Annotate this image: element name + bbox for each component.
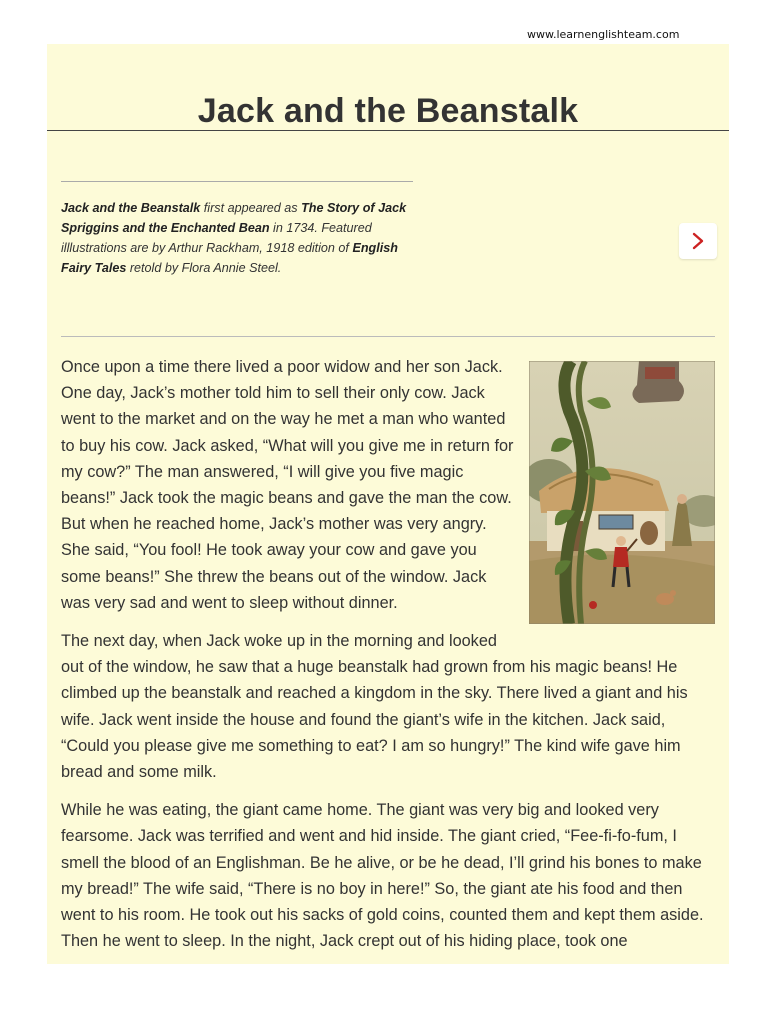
intro-original-title: The Story of Jack Spriggins and the Enchanted Bean [61, 201, 407, 235]
intro-divider-bottom [61, 336, 715, 337]
intro-divider-top [61, 181, 413, 182]
beanstalk-illustration [529, 361, 715, 624]
intro-source-title: Jack and the Beanstalk [61, 201, 201, 215]
story-paragraph-1: Once upon a time there lived a poor widow and her son Jack. One day, Jack’s mother told him to sell their only cow. Jack went to the market and on the way he met a man who wanted to buy his cow. Jack asked, “What will you give me in return for my cow?” The man answered, “I will give you five magic beans!” Jack took the magic beans and gave the man the cow. But when he reached home, Jack’s mother was very angry. She said, “You fool! He took away your cow and gave you some beans!” She threw the beans out of the window. Jack was very sad and went to sleep without dinner. [61, 358, 514, 612]
story-paragraph-3: While he was eating, the giant came home. The giant was very big and looked very fearsome. Jack was terrified and went and hid inside. The giant cried, “Fee-fi-fo-fum, I smell the blood of an Englishman. Be he alive, or be he dead, I’ll grind his bones to make my bread!” The wife said, “There is no boy in here!” So, the giant ate his food and then went to his room. He took out his sacks of gold coins, counted them and kept them aside. Then he went to sleep. In the night, Jack crept out of his hiding place, took one [61, 801, 704, 951]
intro-book-title: English Fairy Tales [61, 241, 398, 275]
intro-text-3: retold by Flora Annie Steel. [126, 261, 282, 275]
story-paragraph-2: The next day, when Jack woke up in the morning and looked out of the window, he saw that a huge beanstalk had grown from his magic beans! He climbed up the beanstalk and reached a kingdom in the sky. There lived a giant and his wife. Jack went inside the house and found the giant’s wife in the kitchen. Jack said, “Could you please give me something to eat? I am so hungry!” The kind wife gave him bread and some milk. [61, 632, 688, 782]
title-divider [47, 130, 729, 131]
story-text [61, 354, 715, 964]
page-title: Jack and the Beanstalk [197, 92, 579, 130]
intro-text-2: in 1734. Featured illlustrations are by Arthur Rackham, 1918 edition of [61, 221, 372, 255]
site-url[interactable]: www.learnenglishteam.com [527, 28, 680, 41]
chevron-right-icon [691, 232, 705, 250]
content-panel [47, 44, 729, 964]
next-page-button[interactable] [679, 223, 717, 259]
intro-note [61, 198, 419, 278]
intro-text-1: first appeared as [200, 201, 302, 215]
